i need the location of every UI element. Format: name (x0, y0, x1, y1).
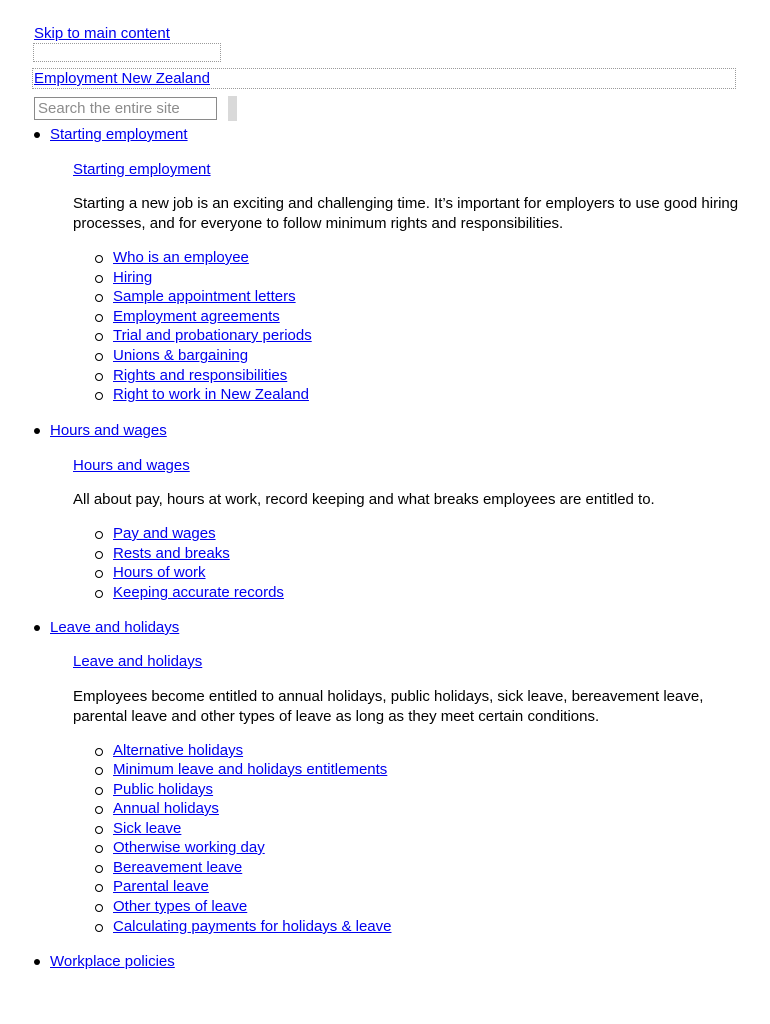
circle-bullet-icon (95, 353, 103, 361)
site-logo[interactable] (33, 43, 221, 62)
circle-bullet-icon (95, 845, 103, 853)
sub-link-calculating-payments-for-holidays-leave[interactable]: Calculating payments for holidays & leave (113, 918, 392, 935)
section-heading-link[interactable]: Leave and holidays (73, 653, 203, 670)
circle-bullet-icon (95, 333, 103, 341)
nav-link-hours-and-wages[interactable]: Hours and wages (50, 422, 167, 439)
nav-link-workplace-policies[interactable]: Workplace policies (50, 953, 175, 970)
section-heading-link[interactable]: Starting employment (73, 161, 211, 178)
sub-link-hiring[interactable]: Hiring (113, 269, 153, 286)
circle-bullet-icon (95, 373, 103, 381)
nav-link-starting-employment[interactable]: Starting employment (50, 126, 188, 143)
bullet-icon (34, 132, 40, 138)
sub-link-rights-and-responsibilities[interactable]: Rights and responsibilities (113, 367, 288, 384)
circle-bullet-icon (95, 294, 103, 302)
sub-link-who-is-an-employee[interactable]: Who is an employee (113, 249, 249, 266)
circle-bullet-icon (95, 884, 103, 892)
circle-bullet-icon (95, 806, 103, 814)
sub-link-hours-of-work[interactable]: Hours of work (113, 564, 206, 581)
sub-link-minimum-leave-and-holidays-entitlements[interactable]: Minimum leave and holidays entitlements (113, 761, 388, 778)
bullet-icon (34, 625, 40, 631)
circle-bullet-icon (95, 748, 103, 756)
section-description: Starting a new job is an exciting and challenging time. It’s important for employers to use good hiring processes, and for everyone to follow minimum rights and responsibilities. (73, 195, 739, 232)
search-button[interactable] (228, 96, 237, 121)
sub-link-unions-bargaining[interactable]: Unions & bargaining (113, 347, 249, 364)
bullet-icon (34, 959, 40, 965)
skip-to-main-content-link[interactable]: Skip to main content (34, 25, 170, 42)
search-input[interactable] (34, 97, 217, 120)
site-header (32, 68, 736, 89)
sub-link-alternative-holidays[interactable]: Alternative holidays (113, 742, 244, 759)
sub-link-other-types-of-leave[interactable]: Other types of leave (113, 898, 248, 915)
sub-link-rests-and-breaks[interactable]: Rests and breaks (113, 545, 230, 562)
section-description: All about pay, hours at work, record keeping and what breaks employees are entitled to. (73, 491, 655, 508)
circle-bullet-icon (95, 255, 103, 263)
nav-link-leave-and-holidays[interactable]: Leave and holidays (50, 619, 180, 636)
section-description: Employees become entitled to annual holidays, public holidays, sick leave, bereavement leave, parental leave and other types of leave as long as they meet certain conditions. (73, 688, 704, 725)
circle-bullet-icon (95, 767, 103, 775)
sub-link-parental-leave[interactable]: Parental leave (113, 878, 209, 895)
circle-bullet-icon (95, 924, 103, 932)
circle-bullet-icon (95, 865, 103, 873)
circle-bullet-icon (95, 590, 103, 598)
sub-link-otherwise-working-day[interactable]: Otherwise working day (113, 839, 265, 856)
circle-bullet-icon (95, 787, 103, 795)
sub-link-annual-holidays[interactable]: Annual holidays (113, 800, 219, 817)
circle-bullet-icon (95, 392, 103, 400)
bullet-icon (34, 428, 40, 434)
sub-link-public-holidays[interactable]: Public holidays (113, 781, 214, 798)
circle-bullet-icon (95, 826, 103, 834)
sub-link-right-to-work-in-new-zealand[interactable]: Right to work in New Zealand (113, 386, 309, 403)
circle-bullet-icon (95, 904, 103, 912)
sub-link-keeping-accurate-records[interactable]: Keeping accurate records (113, 584, 284, 601)
sub-link-sick-leave[interactable]: Sick leave (113, 820, 182, 837)
section-heading-link[interactable]: Hours and wages (73, 457, 190, 474)
site-name-link[interactable]: Employment New Zealand (34, 70, 210, 87)
sub-link-trial-and-probationary-periods[interactable]: Trial and probationary periods (113, 327, 312, 344)
sub-link-pay-and-wages[interactable]: Pay and wages (113, 525, 216, 542)
sub-link-bereavement-leave[interactable]: Bereavement leave (113, 859, 243, 876)
sub-link-sample-appointment-letters[interactable]: Sample appointment letters (113, 288, 296, 305)
circle-bullet-icon (95, 551, 103, 559)
circle-bullet-icon (95, 275, 103, 283)
circle-bullet-icon (95, 314, 103, 322)
circle-bullet-icon (95, 570, 103, 578)
sub-link-employment-agreements[interactable]: Employment agreements (113, 308, 280, 325)
circle-bullet-icon (95, 531, 103, 539)
